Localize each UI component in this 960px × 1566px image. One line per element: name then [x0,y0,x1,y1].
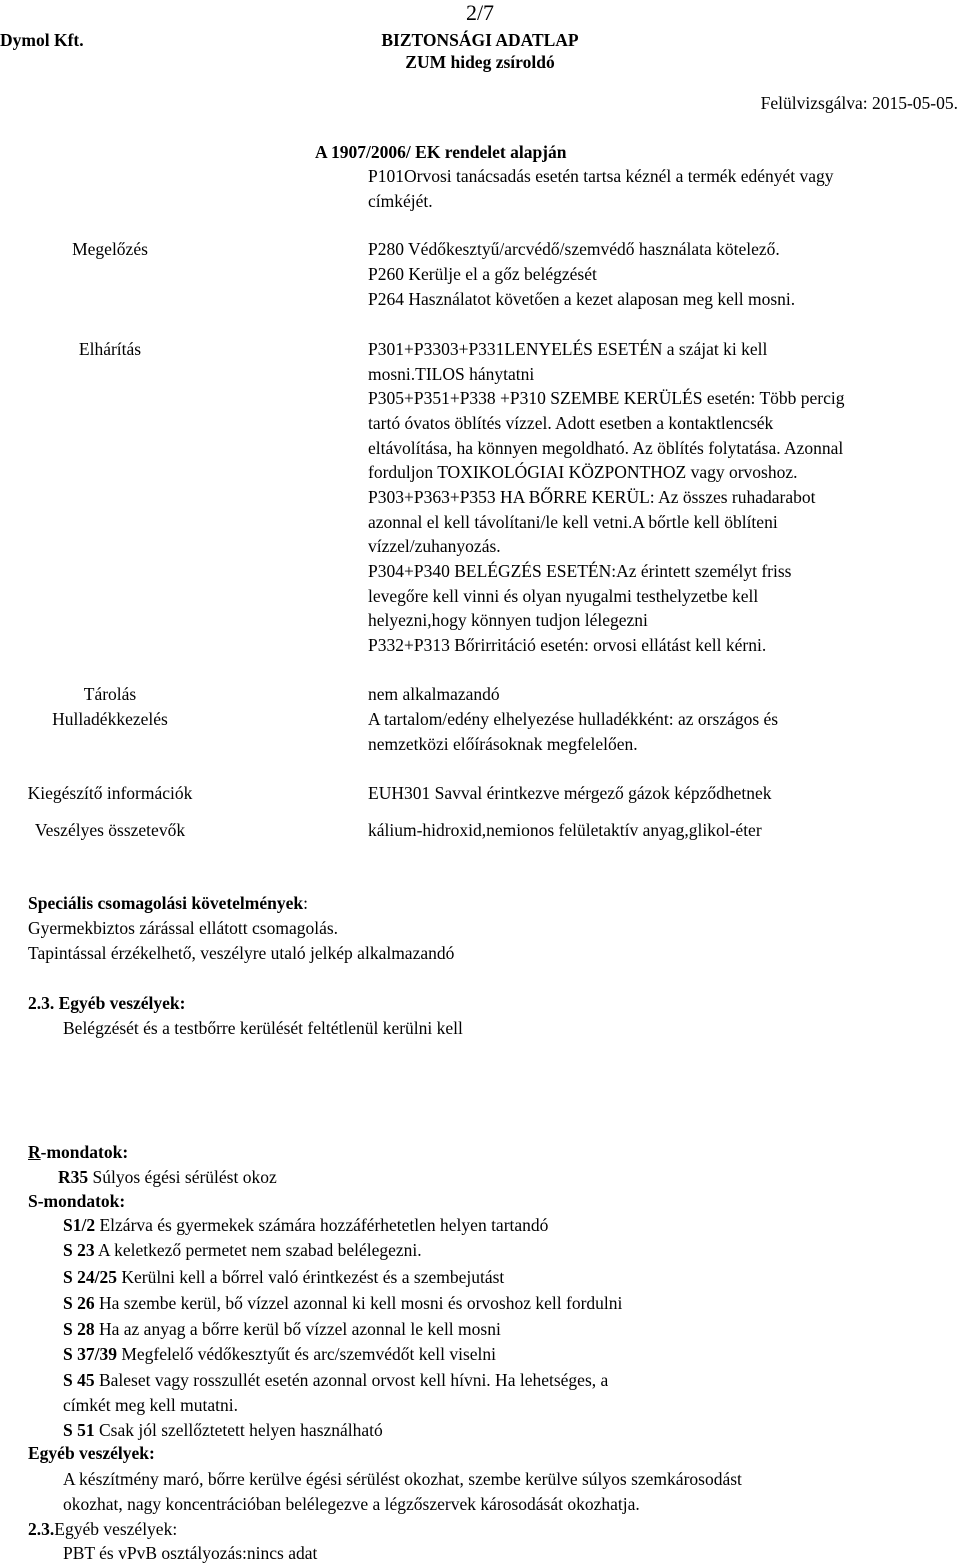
s-phrases-heading: S-mondatok: [28,1191,126,1211]
label-hazardous-components: Veszélyes összetevők [34,820,186,840]
s-phrase-item: S 23 A keletkező permetet nem szabad belélegezni. [63,1240,422,1260]
regulation-reference: A 1907/2006/ EK rendelet alapján [315,142,567,162]
precaution-line: nemzetközi előírásoknak megfelelően. [368,734,638,754]
other-hazards-heading: Egyéb veszélyek: [28,1443,155,1463]
page-number: 2/7 [465,0,495,25]
section-text: Belégzését és a testbőrre kerülését feltétlenül kerülni kell [63,1018,463,1038]
precaution-line: helyezni,hogy könnyen tudjon lélegezni [368,610,648,630]
precaution-line: P332+P313 Bőrirritáció esetén: orvosi ellátást kell kérni. [368,635,767,655]
precaution-line: EUH301 Savval érintkezve mérgező gázok képződhetnek [368,783,772,803]
s-phrase-item: S 28 Ha az anyag a bőrre kerül bő vízzel azonnal le kell mosni [63,1319,501,1339]
revision-date: Felülvizsgálva: 2015-05-05. [760,93,958,113]
precaution-line: P301+P3303+P331LENYELÉS ESETÉN a szájat ki kell [368,339,768,359]
s-phrase-item: S 51 Csak jól szellőztetett helyen használható [63,1420,383,1440]
s-phrase-item: S 24/25 Kerülni kell a bőrrel való érintkezést és a szembejutást [63,1267,505,1287]
precaution-line: tartó óvatos öblítés vízzel. Adott esetben a kontaktlencsék [368,413,774,433]
company-name: Dymol Kft. [0,30,84,50]
s-phrase-item: S 37/39 Megfelelő védőkesztyűt és arc/szemvédőt kell viselni [63,1344,497,1364]
packaging-line: Gyermekbiztos zárással ellátott csomagolás. [28,918,339,938]
label-response: Elhárítás [78,339,142,359]
precaution-line: kálium-hidroxid,nemionos felületaktív anyag,glikol-éter [368,820,762,840]
other-hazards-line: okozhat, nagy koncentrációban belélegezve a légzőszervek károsodását okozhatja. [63,1494,640,1514]
document-title: BIZTONSÁGI ADATLAP [381,30,579,50]
precaution-line: levegőre kell vinni és olyan nyugalmi testhelyzetbe kell [368,586,759,606]
precaution-line: azonnal el kell távolítani/le kell vetni.A bőrtle kell öblíteni [368,512,778,532]
precaution-line: forduljon TOXIKOLÓGIAI KÖZPONTHOZ vagy orvoshoz. [368,462,798,482]
precaution-line: vízzel/zuhanyozás. [368,536,501,556]
precaution-line: A tartalom/edény elhelyezése hulladékként: az országos és [368,709,779,729]
section-heading: 2.3. Egyéb veszélyek: [28,993,186,1013]
precaution-line: P303+P363+P353 HA BŐRRE KERÜL: Az összes ruhadarabot [368,487,816,507]
s-phrase-item: S 26 Ha szembe kerül, bő vízzel azonnal ki kell mosni és orvoshoz kell fordulni [63,1293,623,1313]
precaution-line: P280 Védőkesztyű/arcvédő/szemvédő használata kötelező. [368,239,780,259]
precaution-line: P304+P340 BELÉGZÉS ESETÉN:Az érintett személyt friss [368,561,792,581]
label-prevention: Megelőzés [72,239,148,259]
section-text: PBT és vPvB osztályozás:nincs adat [63,1543,318,1563]
product-name: ZUM hideg zsíroldó [405,52,555,72]
packaging-line: Tapintással érzékelhető, veszélyre utaló jelkép alkalmazandó [28,943,455,963]
packaging-heading: Speciális csomagolási követelmények: [28,893,308,913]
precaution-line: P264 Használatot követően a kezet alaposan meg kell mosni. [368,289,796,309]
s-phrase-item: S 45 Baleset vagy rosszullét esetén azonnal orvost kell hívni. Ha lehetséges, a [63,1370,609,1390]
r-phrases-heading: R-mondatok: [28,1142,129,1162]
precaution-line: címkéjét. [368,191,433,211]
label-supplementary-info: Kiegészítő információk [27,783,193,803]
label-storage: Tárolás [83,684,137,704]
precaution-line: mosni.TILOS hánytatni [368,364,535,384]
precaution-line: eltávolítása, ha könnyen megoldható. Az öblítés folytatása. Azonnal [368,438,844,458]
precaution-line: P305+P351+P338 +P310 SZEMBE KERÜLÉS esetén: Több percig [368,388,845,408]
precaution-line: P260 Kerülje el a gőz belégzését [368,264,597,284]
section-heading: 2.3.Egyéb veszélyek: [28,1519,178,1539]
precaution-line: P101Orvosi tanácsadás esetén tartsa kéznél a termék edényét vagy [368,166,834,186]
s-phrase-item: S1/2 Elzárva és gyermekek számára hozzáférhetetlen helyen tartandó [63,1215,549,1235]
other-hazards-line: A készítmény maró, bőrre kerülve égési sérülést okozhat, szembe kerülve súlyos szemkárosodást [63,1469,742,1489]
s-phrase-item: címkét meg kell mutatni. [63,1395,238,1415]
label-disposal: Hulladékkezelés [52,709,168,729]
precaution-line: nem alkalmazandó [368,684,500,704]
r-phrase-item: R35 Súlyos égési sérülést okoz [58,1167,277,1187]
